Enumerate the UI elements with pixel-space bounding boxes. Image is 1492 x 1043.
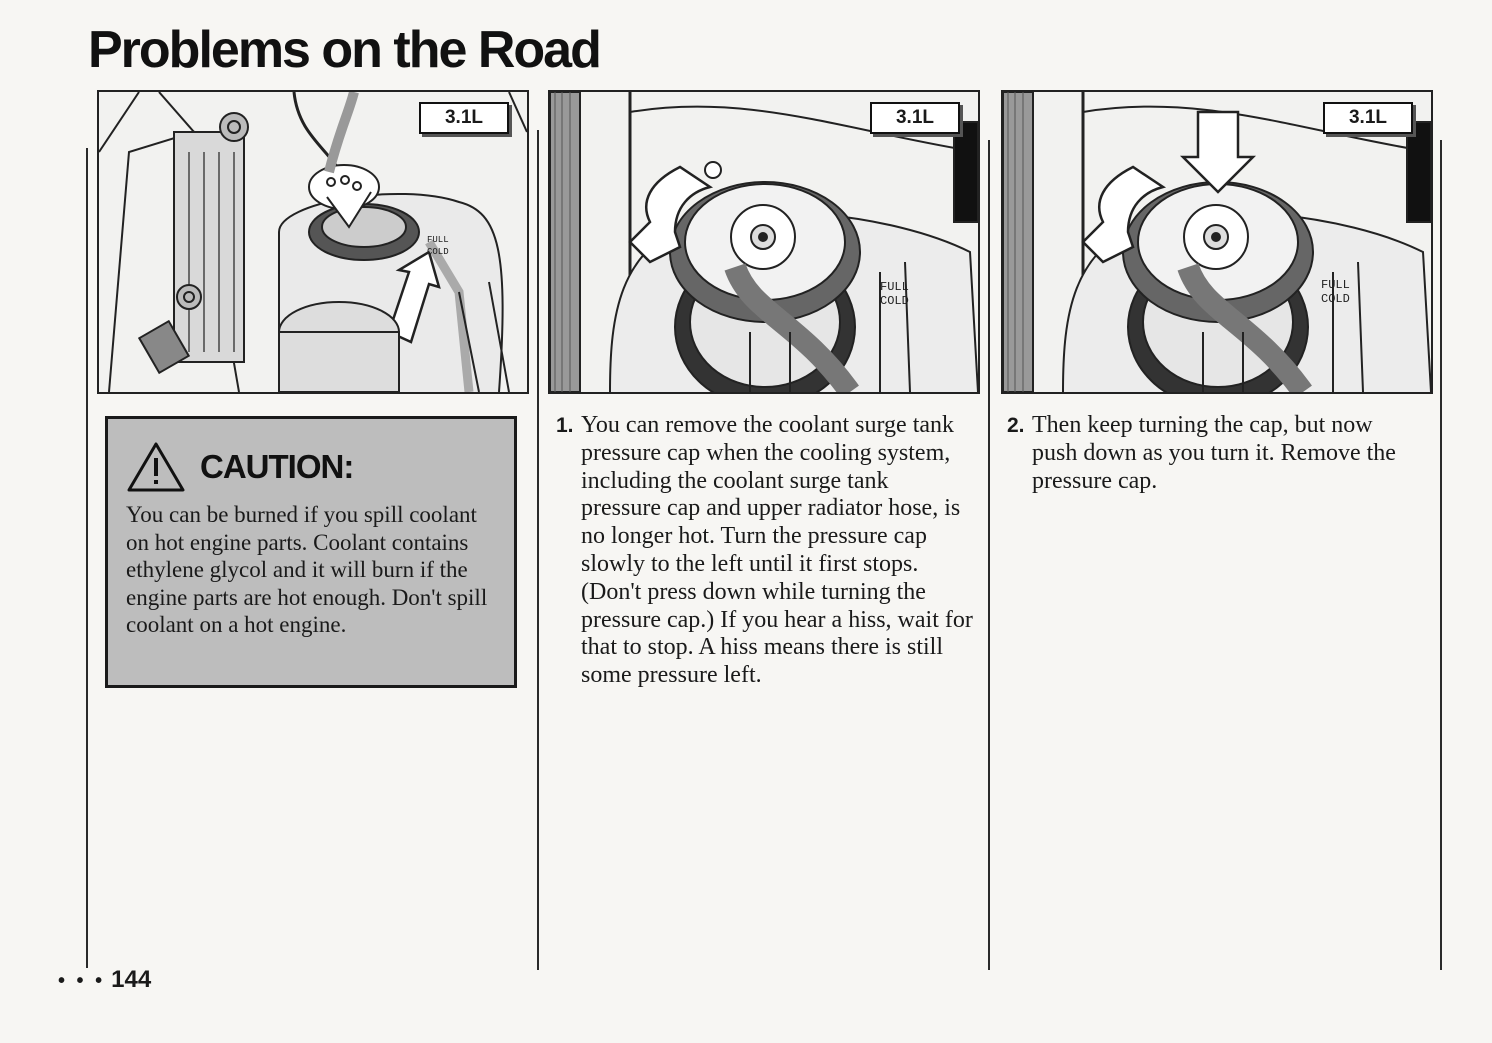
caution-box	[105, 416, 517, 688]
column-rule	[988, 140, 990, 970]
page-number	[58, 966, 151, 994]
caution-header	[126, 441, 496, 493]
step-text: Then keep turning the cap, but now push down as you turn it. Remove the pressure cap.	[1032, 412, 1396, 494]
caution-text: You can be burned if you spill coolant on hot engine parts. Coolant contains ethylene glycol and it will burn if the engine parts are hot enough. Don't spill coolant on a hot engine.	[126, 502, 488, 637]
svg-text:FULL: FULL	[427, 235, 449, 245]
engine-badge: 3.1L	[870, 102, 960, 134]
column-rule	[86, 148, 88, 968]
figure-fill-coolant	[97, 90, 529, 394]
step-1	[556, 412, 974, 690]
page-number-value: 144	[111, 966, 152, 993]
svg-text:COLD: COLD	[1321, 292, 1350, 306]
figure-push-cap	[1001, 90, 1433, 394]
figure-turn-cap	[548, 90, 980, 394]
svg-text:COLD: COLD	[427, 247, 449, 257]
column-rule	[1440, 140, 1442, 970]
step-number: 1.	[556, 414, 574, 437]
warning-triangle-icon	[126, 441, 186, 493]
svg-text:COLD: COLD	[880, 294, 909, 308]
step-text: You can remove the coolant surge tank pressure cap when the cooling system, including the coolant surge tank pressure cap and upper radiator hose, is no longer hot. Turn the pressure cap slowly to the left until it first stops. (Don't press down while turning the pressure cap.) If you hear a hiss, wait for that to stop. A hiss means there is still some pressure left.	[581, 412, 973, 689]
pressure-cap-illustration	[550, 92, 978, 392]
step-number: 2.	[1007, 414, 1025, 437]
page-title: Problems on the Road	[88, 21, 600, 79]
page-dots: • • •	[58, 970, 106, 992]
pressure-cap-push-illustration	[1003, 92, 1431, 392]
engine-badge: 3.1L	[1323, 102, 1413, 134]
svg-text:FULL: FULL	[880, 280, 909, 294]
column-rule	[537, 130, 539, 970]
engine-illustration	[99, 92, 527, 392]
step-2	[1007, 412, 1417, 495]
svg-text:FULL: FULL	[1321, 278, 1350, 292]
caution-title: CAUTION:	[200, 448, 354, 485]
engine-badge: 3.1L	[419, 102, 509, 134]
